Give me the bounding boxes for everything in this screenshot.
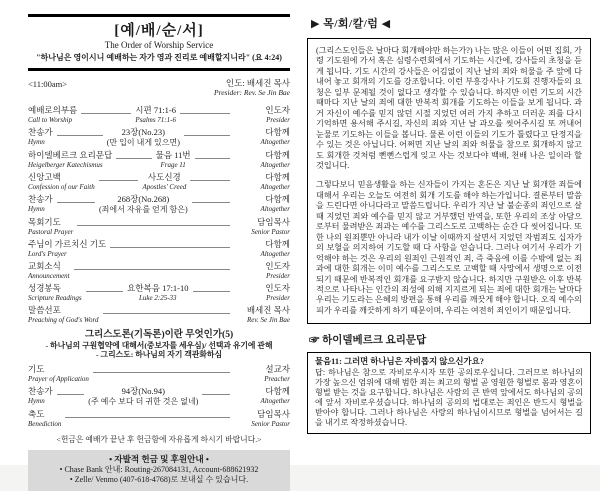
order-item-label xyxy=(28,173,95,191)
order-item-label-en: Hymn xyxy=(28,204,45,213)
order-item-label-kr: 찬송가 xyxy=(28,126,53,137)
dotted-rule-line xyxy=(65,410,230,418)
worship-order-row xyxy=(28,151,290,169)
order-item-role-en: Altogether xyxy=(260,396,290,405)
catechism-box xyxy=(307,352,591,434)
order-item-content-sub-en: Luke 2:25-33 xyxy=(139,293,177,302)
order-item-label xyxy=(28,195,53,213)
order-item-label-en: Announcement xyxy=(28,271,70,280)
order-item-content xyxy=(88,387,198,406)
dotted-rule-line xyxy=(86,284,124,292)
order-item-role xyxy=(234,240,290,258)
dotted-rule-line xyxy=(93,365,230,373)
order-item-label-en: Benediction xyxy=(28,419,62,428)
order-item-label-en: Preaching of God's Word xyxy=(28,315,99,324)
dotted-rule-line xyxy=(103,306,230,314)
dotted-rule-line xyxy=(57,195,95,203)
order-item-content-sub-en: Frage 11 xyxy=(160,160,186,169)
order-title: [예/배/순/서] xyxy=(114,23,204,39)
order-item-content-main: 23장(No.23) xyxy=(121,126,166,137)
service-time-row xyxy=(28,79,290,97)
dotted-rule-line xyxy=(184,128,230,136)
order-item-role xyxy=(234,106,290,124)
order-item-role-en: Altogether xyxy=(260,160,291,169)
order-item-role xyxy=(234,365,290,383)
order-item-label xyxy=(28,365,89,383)
order-item-role-kr: 다함께 xyxy=(265,385,290,396)
order-item-label-en: Scripture Readings xyxy=(28,293,82,302)
presider-name-en: Presider: Rev. Se Jin Bae xyxy=(213,87,290,97)
sermon-title-block xyxy=(28,329,290,360)
order-item-label-en: Pastoral Prayer xyxy=(28,227,74,236)
order-item-content-sub-kr: (죄에서 자유를 얻게 함은) xyxy=(99,204,188,214)
worship-order-row xyxy=(28,195,290,214)
order-item-content-main: 요한복음 17:1-10 xyxy=(127,282,189,293)
order-item-role xyxy=(234,284,290,302)
order-header xyxy=(28,14,290,71)
order-item-role-kr: 인도자 xyxy=(265,282,291,293)
donation-bank-line: • Chase Bank 안내: Routing-267084131, Account-688621932 xyxy=(59,464,259,474)
dotted-rule-line xyxy=(192,195,230,203)
dotted-rule-line xyxy=(57,128,103,136)
order-item-role-kr: 다함께 xyxy=(265,149,291,160)
order-item-label-kr: 교회소식 xyxy=(28,260,61,271)
order-item-role-kr: 담임목사 xyxy=(257,216,290,227)
order-item-label xyxy=(28,262,70,280)
presider-name-kr: 인도: 배세진 목사 xyxy=(225,78,290,88)
order-item-label-kr: 찬송가 xyxy=(28,193,53,204)
order-item-label-en: Call to Worship xyxy=(28,115,73,124)
order-item-content-main: 268장(No.268) xyxy=(117,193,170,204)
order-item-role xyxy=(234,262,290,280)
presider-block xyxy=(214,79,290,97)
order-item-role-en: Rev. Se Jin Bae xyxy=(246,315,290,324)
order-item-label xyxy=(28,106,77,124)
dotted-rule-line xyxy=(190,173,230,181)
dotted-rule-line xyxy=(110,240,230,248)
order-item-label-kr: 예배로의부름 xyxy=(28,105,78,115)
order-item-label-en: Confession of our Faith xyxy=(28,182,95,191)
worship-order-row xyxy=(28,106,290,124)
order-item-role-kr: 인도자 xyxy=(265,260,290,271)
order-item-role-en: Altogether xyxy=(260,137,291,146)
dotted-rule-line xyxy=(57,387,85,395)
order-item-role-kr: 배세진 목사 xyxy=(246,304,290,315)
order-item-content xyxy=(127,284,188,302)
worship-order-row xyxy=(28,262,290,280)
order-item-label-kr: 하이델베르크 요리문답 xyxy=(28,149,113,160)
order-item-content-sub-en: Psalms 71:1-6 xyxy=(135,115,176,124)
donation-box-title: • 자발적 헌금 및 후원안내 • xyxy=(109,453,209,464)
worship-order-list-closing xyxy=(28,365,290,428)
order-item-content xyxy=(156,151,191,169)
order-item-content-main: 물음 11번 xyxy=(155,149,191,160)
order-item-role-kr: 설교자 xyxy=(265,363,290,374)
order-item-role-en: Presider xyxy=(266,293,291,302)
order-item-label-kr: 축도 xyxy=(28,408,45,419)
dotted-rule-line xyxy=(193,284,231,292)
order-item-label-kr: 주님이 가르치신 기도 xyxy=(28,238,107,249)
dotted-rule-line xyxy=(74,262,230,270)
worship-order-list xyxy=(28,106,290,324)
order-item-content-sub-kr: (주 예수 보다 더 귀한 것은 없네) xyxy=(88,396,199,406)
order-item-role xyxy=(234,173,290,191)
order-item-role-en: Altogether xyxy=(260,204,290,213)
order-item-role xyxy=(234,410,290,428)
order-item-role-kr: 다함께 xyxy=(265,238,290,249)
order-item-role-en: Altogether xyxy=(260,249,290,258)
order-item-label-en: Prayer of Application xyxy=(28,374,89,383)
worship-order-row xyxy=(28,284,290,302)
order-item-content xyxy=(107,128,180,147)
order-item-role-en: Senior Pastor xyxy=(251,227,290,236)
order-item-content-main: 시편 71:1-6 xyxy=(135,105,177,115)
sermon-subtitle-2: - 그리스도: 하나님의 자기 객관화하심 xyxy=(96,350,222,360)
dotted-rule-line xyxy=(180,106,230,114)
worship-order-row xyxy=(28,218,290,236)
order-item-role xyxy=(234,128,290,146)
offering-note: <헌금은 예배가 끝난 후 헌금함에 자유롭게 하시기 바랍니다.> xyxy=(56,434,262,444)
order-subtitle: The Order of Worship Service xyxy=(104,40,214,50)
order-item-label xyxy=(28,410,61,428)
order-item-label xyxy=(28,284,82,302)
worship-order-row xyxy=(28,240,290,258)
order-item-label-kr: 신앙고백 xyxy=(28,171,61,182)
order-item-role-en: Preacher xyxy=(264,374,290,383)
order-item-label xyxy=(28,151,112,169)
worship-order-row xyxy=(28,410,290,428)
worship-order-row xyxy=(28,306,290,324)
order-item-label xyxy=(28,218,73,236)
sermon-subtitle-1: - 하나님의 구원협약에 대해서(중보자를 세우심)/ 선택과 유기에 관해 xyxy=(45,340,273,350)
dotted-rule-line xyxy=(116,151,151,159)
order-item-label-en: Hymn xyxy=(28,396,45,405)
pastoral-column-header: ▶ 목/회/칼/럼 ◀ xyxy=(311,18,391,30)
dotted-rule-line xyxy=(77,218,230,226)
order-item-role-kr: 인도자 xyxy=(265,105,290,115)
worship-order-row xyxy=(28,128,290,147)
order-item-label-en: Heigelberger Katechismus xyxy=(28,160,103,169)
order-item-role-kr: 담임목사 xyxy=(257,408,290,419)
order-item-label-kr: 성경봉독 xyxy=(28,282,61,293)
worship-order-row xyxy=(28,365,290,383)
service-time: <11:00am> xyxy=(28,79,68,89)
order-item-role xyxy=(234,151,290,169)
order-item-content-main: 94장(No.94) xyxy=(121,385,166,396)
order-verse: "하나님은 영이시니 예배하는 자가 영과 진리로 예배할지니라" (요 4:24) xyxy=(36,53,282,62)
order-item-label-kr: 말씀선포 xyxy=(28,304,61,315)
order-item-role-kr: 다함께 xyxy=(265,126,291,137)
dotted-rule-line xyxy=(202,387,230,395)
dotted-rule-line xyxy=(99,173,139,181)
order-item-role xyxy=(234,218,290,236)
sermon-title: 그리스도론(기독론)이란 무엇인가(5) xyxy=(84,329,234,340)
order-item-label xyxy=(28,306,99,324)
order-item-role-en: Presider xyxy=(266,271,290,280)
order-item-role-en: Altogether xyxy=(260,182,290,191)
order-item-content-sub-kr: (만 입이 내게 있으면) xyxy=(106,137,180,147)
pastoral-column xyxy=(307,12,591,434)
order-item-label xyxy=(28,128,53,146)
order-item-role xyxy=(234,306,290,324)
order-item-role-en: Presider xyxy=(266,115,290,124)
dotted-rule-line xyxy=(81,106,131,114)
order-of-worship-column xyxy=(28,14,290,491)
catechism-header: ☞ 하이델베르크 요리문답 xyxy=(309,335,427,347)
order-item-content-main: 사도신경 xyxy=(147,171,181,182)
order-item-label xyxy=(28,387,53,405)
order-item-role-kr: 다함께 xyxy=(265,171,290,182)
order-item-role xyxy=(234,195,290,213)
order-item-label-kr: 기도 xyxy=(28,363,45,374)
order-item-content-sub-en: Apostles' Creed xyxy=(142,182,187,191)
order-item-label-kr: 목회기도 xyxy=(28,216,61,227)
order-item-label-en: Lord's Prayer xyxy=(28,249,67,258)
catechism-answer: 답: 하나님은 참으로 자비로우시자 또한 공의로우십니다. 그러므로 하나님의 가장 높으신 엄위에 대해 범한 죄는 최고의 형벌 곧 영원한 형벌로 몸과 영혼이 형벌 받는 것을 요구합니다. 하나님은 사람의 큰 반역 앞에서도 하나님의 공의에 앞서 자비로우셨습니다. 하나님의 공의의 법대로는 죄인은 반드시 형벌을 받아야 합니다. 그러나 하나님은 사랑의 하나님이시므로 형벌을 넘어서는 길을 내기로 작정하셨습니다. xyxy=(315,367,583,427)
order-item-label-en: Hymn xyxy=(28,137,45,146)
order-item-content xyxy=(99,195,188,214)
catechism-question: 물음11: 그러면 하나님은 자비롭지 않으신가요? xyxy=(315,357,484,367)
order-item-role-kr: 다함께 xyxy=(265,193,290,204)
order-item-label-kr: 찬송가 xyxy=(28,385,53,396)
order-item-label xyxy=(28,240,106,258)
pastoral-column-box xyxy=(307,38,591,324)
pastoral-paragraph-2: 그렇다보니 믿음생활을 하는 신자들이 가지는 혼돈은 지난 날 회개한 죄들에 대해서 우리는 오늘도 여전히 회개 기도를 해야 하는가입니다. 결론부터 말씀을 드린다면 아니다라고 말씀드립니다. 우리가 지난 날 불순종의 죄인으로 살 때 지었던 죄와 예수를 믿지 않고 거부했던 반역을, 또한 우리의 조상 아담으로부터 물려받은 죄과는 예수를 그리스도로 고백하는 순간 다 씻어집니다. 또한 나의 원죄뿐만 아니라 내가 이날 이때까지 살면서 지었던 자범죄도 십자가의 보혈을 의지하여 기도할 때 다 사함을 얻습니다. 그러나 여기서 우리가 기억해야 하는 것은 우리의 원죄인 근원적인 죄, 즉 죽음에 이를 수밖에 없는 죄과에 대한 회개는 이미 예수를 그리스도로 고백할 때 사망에서 생명으로 이전되기 때문에 반복적인 회개를 요구받지 않습니다. 하지만 구원받은 이후 반복적으로 나타나는 인간의 죄성에 의해 지지르게 되는 죄에 대한 회개는 날마다 우리는 기도라는 은혜의 방편을 통해 우리를 깨끗게 해야 합니다. 오직 예수의 피가 우리를 깨끗하게 하기 때문이며, 우리는 여전히 죄인이기 때문입니다. xyxy=(316,180,582,315)
order-item-content xyxy=(142,173,186,191)
pastoral-paragraph-1: (그리스도인들은 날마다 회개해야만 하는가?) 나는 많은 이들이 어떤 집회, 가령 기도원에 가서 혹은 심령수련회에서 기도하는 시간에, 강사들의 초청을 듣게 됩니다. 기도 시간의 강사들은 어김없이 지난 날의 죄와 허물을 주 앞에 다 내어 놓고 회개의 기도를 강조합니다. 이런 부흥강사나 기도회 진행자들의 요청은 일부 문제될 것이 없다고 생각할 수 있습니다. 하지만 이런 기도의 시간 때마다 지난 날의 죄에 대한 반복적 회개를 기도하는 이들을 보게 됩니다. 과거 자신이 예수를 믿지 않던 시절 지었던 여러 가지 추하고 더러운 죄를 다시 기억하면 용서해 주시길, 자신의 죄와 지난 날 과오를 씻어주시길 또 꺼내어 눈물로 기도하는 이들을 봅니다. 물론 이런 이들의 기도가 틀렸다고 단정지을 수 있는 것은 아닙니다. 어쩌면 지난 날의 죄와 허물을 참으로 회개하지 않고도 회개한 것처럼 뻔뻔스럽게 잊고 사는 것보다야 백배, 천배 나은 일이라 할 것입니다. xyxy=(316,46,582,170)
order-item-role-en: Senior Pastor xyxy=(251,419,290,428)
donation-zelle-line: • Zelle/ Venmo (407-618-4768)로 보내실 수 있습니다. xyxy=(69,475,249,485)
worship-order-row xyxy=(28,173,290,191)
order-item-role xyxy=(234,387,290,405)
donation-info-box xyxy=(28,450,290,491)
worship-order-row xyxy=(28,387,290,406)
order-item-content xyxy=(135,106,176,124)
dotted-rule-line xyxy=(195,151,230,159)
